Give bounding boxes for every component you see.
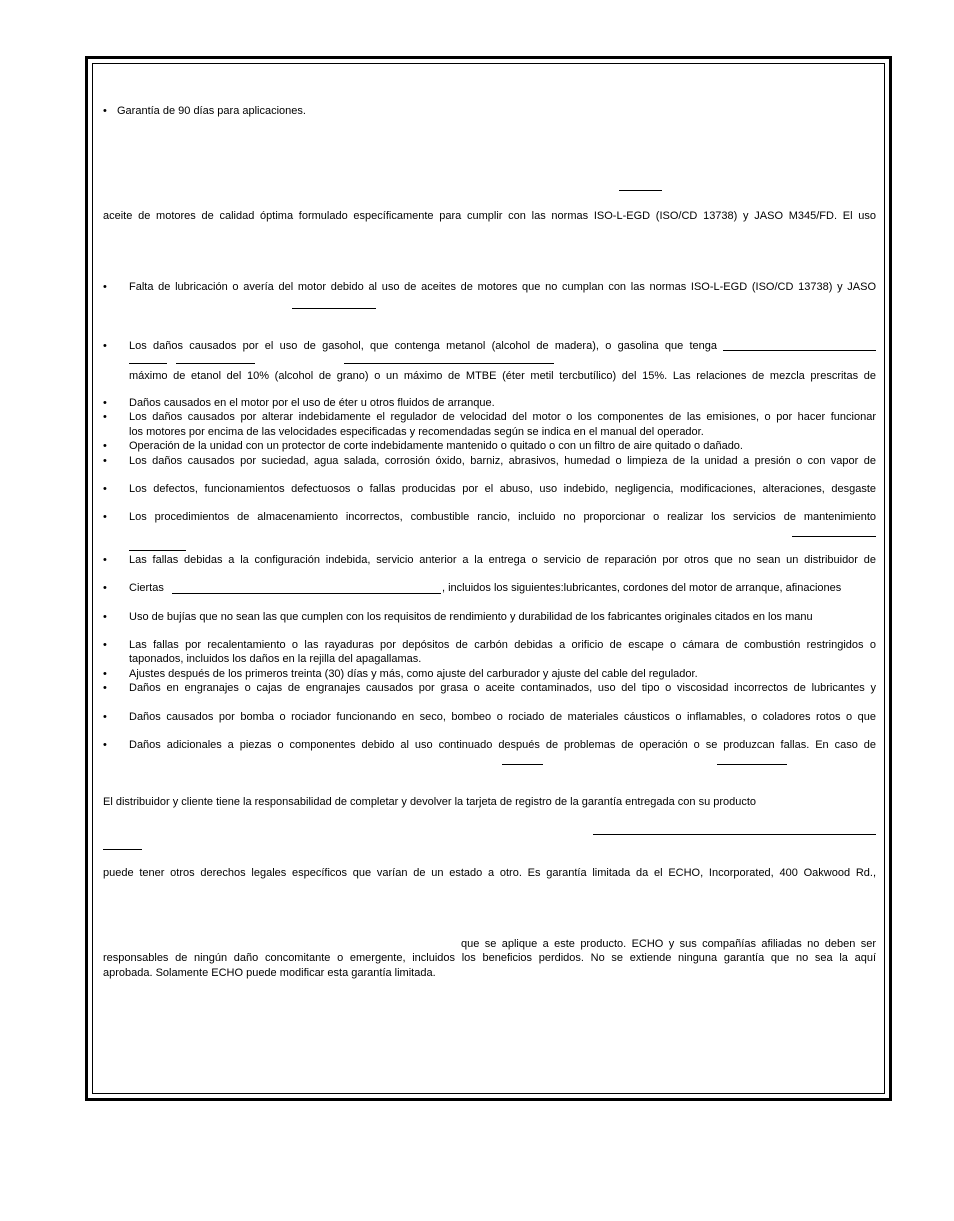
exclusion-setup: Las fallas debidas a la configuración indebida, servicio anterior a la entrega o servicio de reparación por otros que no sean un distribuidor de — [129, 554, 876, 566]
exclusion-certain-suffix: , incluidos los siguientes:lubricantes, cordones del motor de arranque, afinaciones — [442, 582, 842, 594]
exclusion-overheating-line2: taponados, incluidos los daños en la rejilla del apagallamas. — [129, 653, 422, 665]
exclusion-gears: Daños en engranajes o cajas de engranajes causados por grasa o aceite contaminados, uso del tipo o viscosidad incorrectos de lubricantes y — [129, 682, 876, 694]
underline-blank — [344, 363, 554, 364]
exclusion-spark-plugs: Uso de bujías que no sean las que cumplen con los requisitos de rendimiento y durabilidad de los fabricantes originales citados en los manu — [129, 611, 813, 623]
underline-blank — [723, 350, 876, 351]
underline-blank — [717, 764, 787, 765]
bullet: • — [103, 711, 107, 723]
bullet: • — [103, 105, 107, 117]
exclusion-dirt: Los daños causados por suciedad, agua salada, corrosión óxido, barniz, abrasivos, humedad o limpieza de la unidad a presión o con vapor de — [129, 455, 876, 467]
exclusion-ether: Daños causados en el motor por el uso de éter u otros fluidos de arranque. — [129, 397, 495, 409]
underline-blank — [292, 308, 376, 309]
exclusion-certain-prefix: Ciertas — [129, 582, 164, 594]
exclusion-overheating-line1: Las fallas por recalentamiento o las rayaduras por depósitos de carbón debidas a orificio de escape o cámara de combustión restringidos o — [129, 639, 876, 651]
closing-line1: que se aplique a este producto. ECHO y sus compañías afiliadas no deben ser — [461, 938, 876, 950]
exclusion-governor-line2: los motores por encima de las velocidades especificadas y recomendadas según se indica en el manual del operador. — [129, 426, 704, 438]
bullet: • — [103, 440, 107, 452]
exclusion-lubrication: Falta de lubricación o avería del motor debido al uso de aceites de motores que no cumplan con las normas ISO-L-EGD (ISO/CD 13738) y JASO — [129, 281, 876, 293]
bullet: • — [103, 639, 107, 651]
legal-rights-paragraph: puede tener otros derechos legales específicos que varían de un estado a otro. Es garantía limitada da el ECHO, Incorporated, 400 Oakwood Rd., — [103, 867, 876, 879]
underline-blank — [103, 849, 142, 850]
exclusion-spark-arrestor: Operación de la unidad con un protector de corte indebidamente mantenido o quitado o con un filtro de aire quitado o dañado. — [129, 440, 743, 452]
bullet: • — [103, 668, 107, 680]
exclusion-gasohol-line1: Los daños causados por el uso de gasohol, que contenga metanol (alcohol de madera), o gasolina que tenga — [129, 340, 717, 352]
bullet: • — [103, 397, 107, 409]
underline-blank — [593, 834, 876, 835]
underline-blank — [619, 190, 662, 191]
exclusion-adjustments: Ajustes después de los primeros treinta (30) días y más, como ajuste del carburador y ajuste del cable del regulador. — [129, 668, 698, 680]
bullet: • — [103, 611, 107, 623]
exclusion-pump: Daños causados por bomba o rociador funcionando en seco, bombeo o rociado de materiales cáusticos o inflamables, o coladores rotos o que — [129, 711, 876, 723]
underline-blank — [172, 593, 441, 594]
intro-bullet-text: Garantía de 90 días para aplicaciones. — [117, 105, 306, 117]
closing-line3: aprobada. Solamente ECHO puede modificar esta garantía limitada. — [103, 967, 436, 979]
underline-blank — [176, 363, 255, 364]
bullet: • — [103, 483, 107, 495]
underline-blank — [502, 764, 543, 765]
exclusion-abuse: Los defectos, funcionamientos defectuosos o fallas producidas por el abuso, uso indebido, negligencia, modificaciones, alteraciones, desgaste — [129, 483, 876, 495]
bullet: • — [103, 554, 107, 566]
bullet: • — [103, 455, 107, 467]
underline-blank — [129, 550, 186, 551]
exclusion-governor-line1: Los daños causados por alterar indebidamente el regulador de velocidad del motor o los componentes de las emisiones, o por hacer funcionar — [129, 411, 876, 423]
registration-paragraph: El distribuidor y cliente tiene la responsabilidad de completar y devolver la tarjeta de registro de la garantía entregada con su producto — [103, 796, 757, 808]
bullet: • — [103, 739, 107, 751]
underline-blank — [129, 363, 167, 364]
exclusion-additional: Daños adicionales a piezas o componentes debido al uso continuado después de problemas de operación o se produzcan fallas. En caso de — [129, 739, 876, 751]
bullet: • — [103, 411, 107, 423]
bullet: • — [103, 281, 107, 293]
bullet: • — [103, 340, 107, 352]
bullet: • — [103, 511, 107, 523]
oil-paragraph: aceite de motores de calidad óptima formulado específicamente para cumplir con las normas ISO-L-EGD (ISO/CD 13738) y JASO M345/FD. El uso — [103, 210, 876, 222]
bullet: • — [103, 582, 107, 594]
exclusion-storage: Los procedimientos de almacenamiento incorrectos, combustible rancio, incluido no proporcionar o realizar los servicios de mantenimiento — [129, 511, 876, 523]
closing-line2: responsables de ningún daño concomitante o emergente, incluidos los beneficios perdidos. No se extiende ninguna garantía que no sea la aquí — [103, 952, 876, 964]
underline-blank — [792, 536, 876, 537]
bullet: • — [103, 682, 107, 694]
exclusion-gasohol-line2: máximo de etanol del 10% (alcohol de grano) o un máximo de MTBE (éter metil tercbutílico) del 15%. Las relaciones de mezcla prescritas de — [129, 370, 876, 382]
